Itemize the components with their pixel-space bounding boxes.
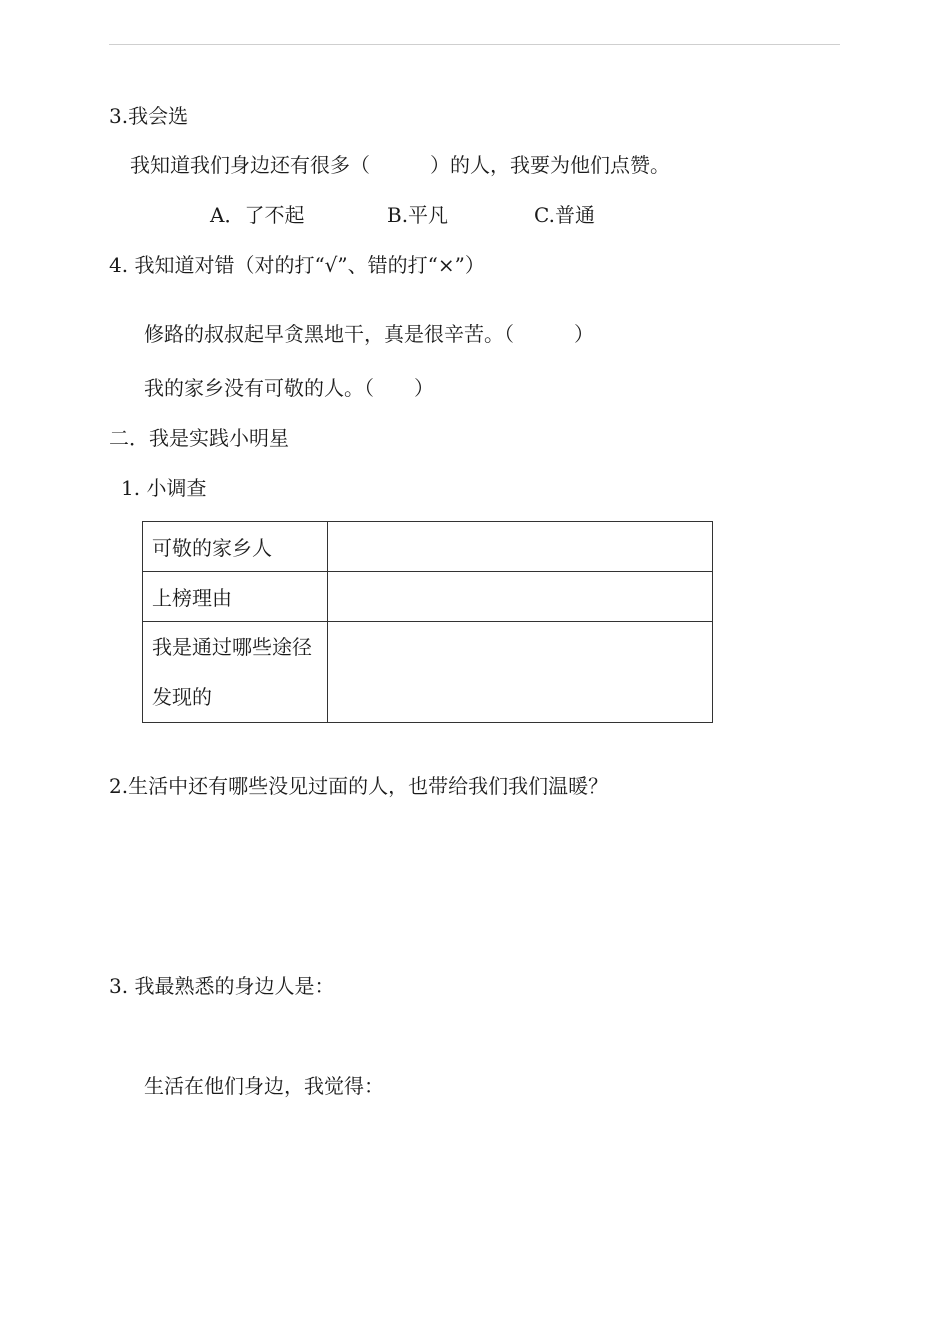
survey-table: [142, 521, 713, 723]
table-row: [143, 622, 713, 723]
table-row: [143, 572, 713, 622]
section2-title: 二．我是实践小明星: [109, 426, 289, 450]
survey-answer-cell[interactable]: [328, 622, 713, 723]
survey-title: 1. 小调查: [121, 476, 207, 500]
survey-label: 我是通过哪些途径发现的: [152, 635, 312, 709]
q3-title: 3.我会选: [109, 104, 189, 128]
survey-label: 上榜理由: [143, 572, 328, 622]
survey-label: 可敬的家乡人: [143, 522, 328, 572]
q3-option-b: B.平凡: [387, 203, 449, 227]
survey-label-cell: [143, 622, 328, 723]
section2-q3-line2: 生活在他们身边，我觉得：: [144, 1074, 384, 1098]
survey-answer-cell[interactable]: [328, 572, 713, 622]
header-rule: [109, 44, 840, 45]
q4-item-2: 我的家乡没有可敬的人。（ ）: [144, 376, 434, 400]
q3-option-a: A．了不起: [210, 203, 305, 227]
survey-answer-cell[interactable]: [328, 522, 713, 572]
section2-q2: 2.生活中还有哪些没见过面的人，也带给我们我们温暖？: [109, 774, 609, 798]
q3-option-c: C.普通: [534, 203, 595, 227]
section2-q3-line1: 3. 我最熟悉的身边人是：: [109, 974, 335, 998]
table-row: [143, 522, 713, 572]
q4-item-1: 修路的叔叔起早贪黑地干，真是很辛苦。（ ）: [144, 322, 594, 346]
q4-title: 4. 我知道对错（对的打“√”、错的打“×”）: [109, 253, 485, 277]
q3-stem: 我知道我们身边还有很多（ ）的人，我要为他们点赞。: [130, 153, 670, 177]
